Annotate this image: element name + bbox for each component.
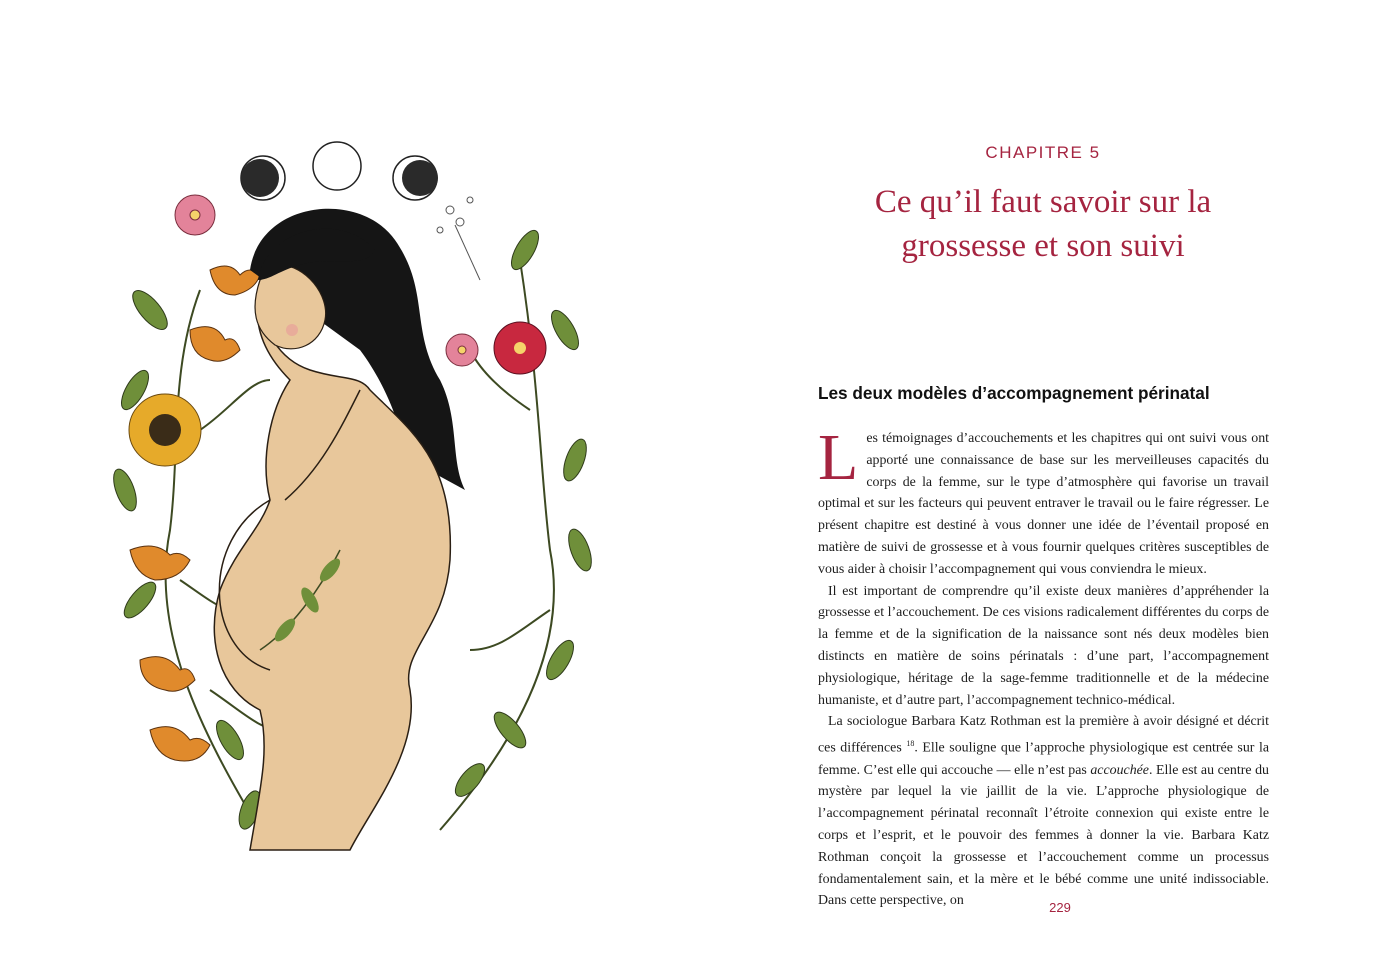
paragraph-2: Il est important de comprendre qu’il existe deux manières d’appréhender la grossesse et l’accouchement. De ces visions radicalement différentes du corps de la femme et de la signification de la naissance sont nés deux modèles bien distincts en matière de soins périnatals : d’une part, l’accompagnement physiologique, héritage de la sage-femme traditionnelle et de la médecine humaniste, et d’autre part, l’accompagnement technico-médical. [818,583,1269,708]
babys-breath-sprig [437,197,480,280]
moon-full-icon [313,142,361,190]
red-flower [494,322,546,374]
moon-waning-icon [393,156,438,200]
paragraph-3-text-b: . Elle souligne que l’approche physiologique est centrée sur la femme. C’est elle qui accouche — elle n’est pas [818,740,1269,778]
paragraph-1 [818,421,1269,581]
moon-phases [241,142,438,200]
section-heading: Les deux modèles d’accompagnement périnatal [818,383,1210,403]
footnote-ref: 18 [906,739,915,749]
illustration-pregnant-woman [110,130,600,860]
paragraph-3-italic: accouchée [1090,762,1149,778]
paragraph-3 [818,711,1269,912]
chapter-title: Ce qu’il faut savoir sur la grossesse et son suivi [874,184,1212,264]
paragraph-3-text-a: La sociologue Barbara Katz Rothman est la première à avoir désigné et décrit ces différences [818,714,1269,756]
moon-new-icon [241,156,285,200]
woman-figure [214,209,465,850]
body-text [818,421,1269,912]
sunflower [129,394,201,466]
chapter-label: CHAPITRE 5 [985,143,1101,162]
paragraph-3-text-c: . Elle est au centre du mystère par lequel la vie jaillit de la vie. L’approche physiologique de l’accompagnement périnatal reconnaît l’étroite connexion qui existe entre le corps et l’esprit, et le pouvoir des femmes à donner la vie. Barbara Katz Rothman conçoit la grossesse et l’accouchement comme un processus fondamentalement sain, et la mère et le bébé comme une unité indissociable. Dans cette perspective, on [818,762,1269,909]
drop-cap: L [818,421,859,494]
paragraph-1-text: es témoignages d’accouchements et les chapitres qui ont suivi vous ont apporté une connaissance de base sur les merveilleuses capacités du corps de la femme, sur le type d’atmosphère qui favorise un travail optimal et sur les facteurs qui peuvent entraver le travail ou le faire régresser. Le présent chapitre est destiné à vous donner une idée de l’éventail proposé en matière de suivi de grossesse et à vous fournir quelques critères susceptibles de vous aider à choisir l’accompagnement qui vous conviendra le mieux. [818,431,1269,577]
page-number: 229 [1049,900,1071,915]
